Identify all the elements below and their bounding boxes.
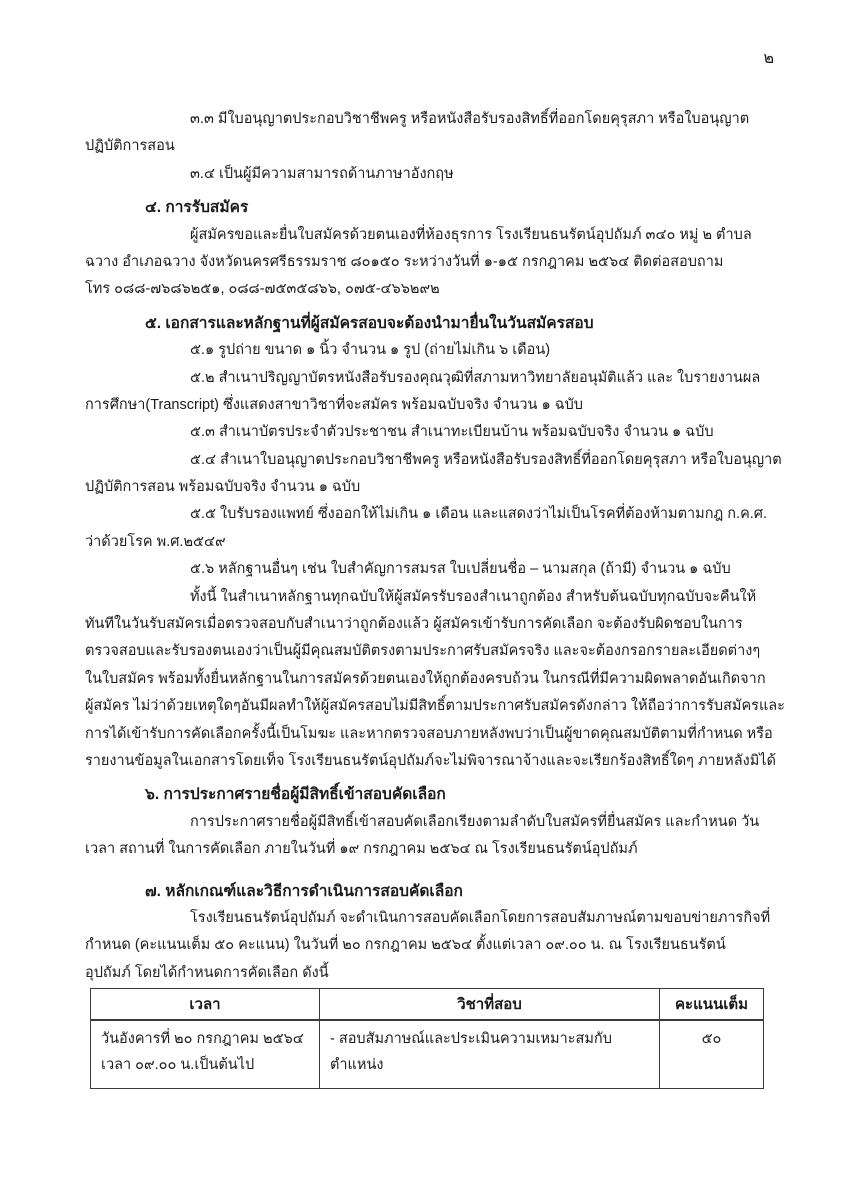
item-5-5-line-1: ๕.๕ ใบรับรองแพทย์ ซึ่งออกให้ไม่เกิน ๑ เดือน และแสดงว่าไม่เป็นโรคที่ต้องห้ามตามกฎ ก.ค.ศ.: [190, 506, 768, 523]
item-3-3-line-1: ๓.๓ มีใบอนุญาตประกอบวิชาชีพครู หรือหนังสือรับรองสิทธิ์ที่ออกโดยคุรุสภา หรือใบอนุญาต: [190, 111, 750, 127]
item-5-2-line-2: การศึกษา(Transcript) ซึ่งแสดงสาขาวิชาที่จะสมัคร พร้อมฉบับจริง จำนวน ๑ ฉบับ: [85, 396, 583, 413]
table-cell-subject: - สอบสัมภาษณ์และประเมินความเหมาะสมกับตำแหน่ง: [320, 1020, 660, 1089]
table-row: [91, 1020, 764, 1089]
document-body: [85, 106, 785, 1089]
section-6-heading: ๖. การประกาศรายชื่อผู้มีสิทธิ์เข้าสอบคัดเลือก: [145, 786, 446, 804]
table-cell-score: ๕๐: [660, 1020, 764, 1089]
item-5-4-line-2: ปฏิบัติการสอน พร้อมฉบับจริง จำนวน ๑ ฉบับ: [85, 479, 361, 496]
table-header-row: [91, 989, 764, 1021]
documents-note-line-1: ทั้งนี้ ในสำเนาหลักฐานทุกฉบับให้ผู้สมัครรับรองสำเนาถูกต้อง สำหรับต้นฉบับทุกฉบับจะคืนให้: [190, 588, 757, 605]
item-5-2-line-1: ๕.๒ สำเนาปริญญาบัตรหนังสือรับรองคุณวุฒิที่สภามหาวิทยาลัยอนุมัติแล้ว และ ใบรายงานผล: [190, 369, 761, 386]
item-5-6: ๕.๖ หลักฐานอื่นๆ เช่น ใบสำคัญการสมรส ใบเปลี่ยนชื่อ – นามสกุล (ถ้ามี) จำนวน ๑ ฉบับ: [190, 561, 731, 578]
table-cell-time: [91, 1020, 320, 1089]
item-3-4: ๓.๔ เป็นผู้มีความสามารถด้านภาษาอังกฤษ: [190, 165, 454, 182]
criteria-paragraph-line-1: โรงเรียนธนรัตน์อุปถัมภ์ จะดำเนินการสอบคัดเลือกโดยการสอบสัมภาษณ์ตามขอบข่ายภารกิจที่: [190, 909, 771, 926]
section-4-heading: ๔. การรับสมัคร: [145, 199, 249, 217]
section-7-heading: ๗. หลักเกณฑ์และวิธีการดำเนินการสอบคัดเลือก: [145, 882, 463, 900]
application-paragraph-line-2: ฉวาง อำเภอฉวาง จังหวัดนครศรีธรรมราช ๘๐๑๕๐ ระหว่างวันที่ ๑-๑๕ กรกฎาคม ๒๕๖๔ ติดต่อสอบถาม: [85, 253, 724, 270]
item-5-5-line-2: ว่าด้วยโรค พ.ศ.๒๕๔๙: [85, 533, 226, 550]
criteria-paragraph-line-3: อุปถัมภ์ โดยได้กำหนดการคัดเลือก ดังนี้: [85, 964, 329, 981]
documents-note-line-2: ทันทีในวันรับสมัครเมื่อตรวจสอบกับสำเนาว่าถูกต้องแล้ว ผู้สมัครเข้ารับการคัดเลือก จะต้องรับผิดชอบในการ: [85, 616, 743, 633]
item-5-3: ๕.๓ สำเนาบัตรประจำตัวประชาชน สำเนาทะเบียนบ้าน พร้อมฉบับจริง จำนวน ๑ ฉบับ: [190, 424, 714, 441]
application-paragraph-line-1: ผู้สมัครขอและยื่นใบสมัครด้วยตนเองที่ห้องธุรการ โรงเรียนธนรัตน์อุปถัมภ์ ๓๔๐ หมู่ ๒ ตำบล: [190, 226, 752, 243]
table-header-score: คะแนนเต็ม: [660, 989, 764, 1021]
time-line-2: เวลา ๐๙.๐๐ น.เป็นต้นไป: [101, 1057, 255, 1074]
exam-schedule-table: [90, 988, 764, 1089]
time-line-1: วันอังคารที่ ๒๐ กรกฎาคม ๒๕๖๔: [101, 1031, 304, 1048]
announcement-paragraph-line-2: เวลา สถานที่ ในการคัดเลือก ภายในวันที่ ๑๙ กรกฎาคม ๒๕๖๔ ณ โรงเรียนธนรัตน์อุปถัมภ์: [85, 841, 638, 858]
announcement-paragraph-line-1: การประกาศรายชื่อผู้มีสิทธิ์เข้าสอบคัดเลือกเรียงตามลำดับใบสมัครที่ยื่นสมัคร และกำหนด วัน: [190, 813, 760, 830]
table-header-time: เวลา: [91, 989, 320, 1021]
page-number: ๒: [763, 50, 774, 67]
documents-note-line-6: การได้เข้ารับการคัดเลือกครั้งนี้เป็นโมฆะ และหากตรวจสอบภายหลังพบว่าเป็นผู้ขาดคุณสมบัติตามที่กำหนด หรือ: [85, 725, 773, 742]
item-3-3-line-2: ปฏิบัติการสอน: [85, 138, 175, 155]
documents-note-line-4: ในใบสมัคร พร้อมทั้งยื่นหลักฐานในการสมัครด้วยตนเองให้ถูกต้องครบถ้วน ในกรณีที่มีความผิดพลาดอันเกิดจาก: [85, 670, 766, 687]
table-header-subject: วิชาที่สอบ: [320, 989, 660, 1021]
item-5-4-line-1: ๕.๔ สำเนาใบอนุญาตประกอบวิชาชีพครู หรือหนังสือรับรองสิทธิ์ที่ออกโดยคุรุสภา หรือใบอนุญาต: [190, 451, 782, 468]
documents-note-line-7: รายงานข้อมูลในเอกสารโดยเท็จ โรงเรียนธนรัตน์อุปถัมภ์จะไม่พิจารณาจ้างและจะเรียกร้องสิทธิ์ใดๆ ภายหลังมิได้: [85, 752, 776, 769]
application-paragraph-line-3: โทร ๐๘๘-๗๖๘๖๒๕๑, ๐๘๘-๗๕๓๕๘๖๖, ๐๗๕-๔๖๖๒๙๒: [85, 281, 440, 298]
item-5-1: ๕.๑ รูปถ่าย ขนาด ๑ นิ้ว จำนวน ๑ รูป (ถ่ายไม่เกิน ๖ เดือน): [190, 342, 551, 359]
documents-note-line-5: ผู้สมัคร ไม่ว่าด้วยเหตุใดๆอันมีผลทำให้ผู้สมัครสอบไม่มีสิทธิ์ตามประกาศรับสมัครดังกล่าว ให้ถือว่าการรับสมัครและ: [85, 698, 785, 715]
criteria-paragraph-line-2: กำหนด (คะแนนเต็ม ๕๐ คะแนน) ในวันที่ ๒๐ กรกฎาคม ๒๕๖๔ ตั้งแต่เวลา ๐๙.๐๐ น. ณ โรงเรียนธนรัตน์: [85, 937, 726, 954]
section-5-heading: ๕. เอกสารและหลักฐานที่ผู้สมัครสอบจะต้องนำมายื่นในวันสมัครสอบ: [145, 314, 594, 332]
documents-note-line-3: ตรวจสอบและรับรองตนเองว่าเป็นผู้มีคุณสมบัติตรงตามประกาศรับสมัครจริง และจะต้องกรอกรายละเอียดต่างๆ: [85, 643, 761, 660]
